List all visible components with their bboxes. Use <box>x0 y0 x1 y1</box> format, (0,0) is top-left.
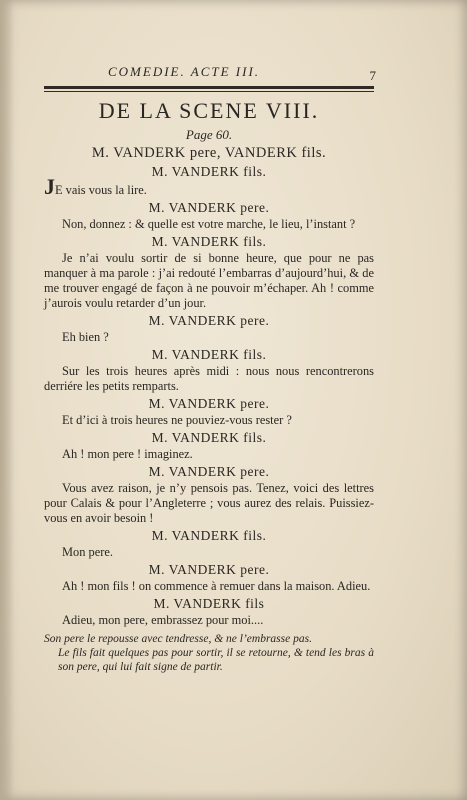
drop-cap: J <box>44 174 55 199</box>
stage-direction-line-1: Son pere le repousse avec tendresse, & ne l’embrasse pas. <box>44 633 312 645</box>
speech-text: Sur les trois heures après midi : nous nous rencontrerons derriére les petits remparts. <box>44 364 374 393</box>
stage-direction <box>44 632 374 674</box>
speech-text: Non, donnez : & quelle est votre marche, le lieu, l’instant ? <box>62 217 356 231</box>
speaker-name: M. VANDERK fils. <box>151 430 267 445</box>
speech-text: Adieu, mon pere, embrassez pour moi.... <box>62 613 264 627</box>
text-block <box>44 58 374 674</box>
header-rule <box>44 86 374 92</box>
page-number: 7 <box>369 68 376 83</box>
speech-text: Ah ! mon fils ! on commence à remuer dans la maison. Adieu. <box>62 579 371 593</box>
page-spine-shadow <box>0 0 14 800</box>
speech-text: Eh bien ? <box>62 330 109 344</box>
speech-text: Vous avez raison, je n’y pensois pas. Tenez, voici des lettres pour Calais & pour l’Angleterre ; vous aurez des relais. Puissiez-vous en avoir besoin ! <box>44 481 374 525</box>
speaker-name: M. VANDERK pere. <box>148 562 270 577</box>
speaker-name: M. VANDERK fils. <box>151 164 267 179</box>
speaker-name: M. VANDERK pere. <box>148 313 270 328</box>
running-header <box>44 58 376 83</box>
running-title: COMEDIE. ACTE III. <box>108 64 261 79</box>
speech-text-rest: E vais vous la lire. <box>55 183 147 197</box>
speaker-name: M. VANDERK pere. <box>148 464 270 479</box>
speaker-name: M. VANDERK fils <box>153 596 265 611</box>
speech-text: Je n’ai voulu sortir de si bonne heure, que pour ne pas manquer à ma parole : j’ai redouté l’embarras d’aujourd’hui, & de me trouver engagé de façon à ne pouvoir m’échaper. Ah ! comme j’aurois voulu retarder d’un jour. <box>44 251 374 310</box>
dialogue <box>44 145 374 628</box>
speech-text: Mon pere. <box>62 545 113 559</box>
scene-title: DE LA SCENE VIII. <box>98 98 320 123</box>
speaker-name: M. VANDERK fils. <box>151 234 267 249</box>
page-reference: Page 60. <box>185 127 233 142</box>
speaker-name: M. VANDERK pere. <box>148 396 270 411</box>
stage-direction-line-2: Le fils fait quelques pas pour sortir, il se retourne, & tend les bras à son pere, qui lui fait signe de partir. <box>58 647 374 673</box>
speaker-name: M. VANDERK pere. <box>148 200 270 215</box>
speaker-name: M. VANDERK fils. <box>151 347 267 362</box>
speech-text: Et d’ici à trois heures ne pouviez-vous rester ? <box>62 413 292 427</box>
speaker-name: M. VANDERK fils. <box>151 528 267 543</box>
speech-text <box>44 174 374 199</box>
speech-text: Ah ! mon pere ! imaginez. <box>62 447 193 461</box>
speaker-name: M. VANDERK pere, VANDERK fils. <box>91 145 327 161</box>
